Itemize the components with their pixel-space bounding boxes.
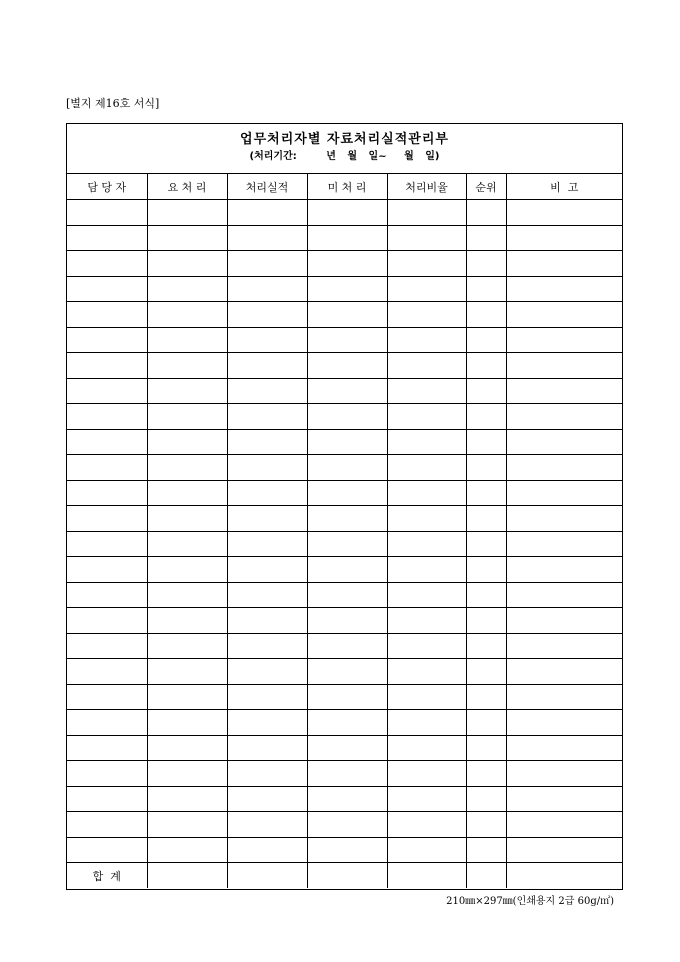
table-cell <box>147 557 227 583</box>
table-cell <box>307 327 387 353</box>
paper-spec-note: 210㎜×297㎜(인쇄용지 2급 60g/㎡) <box>446 896 614 907</box>
table-cell <box>67 837 147 863</box>
table-cell <box>307 506 387 532</box>
table-cell <box>227 276 307 302</box>
table-cell <box>227 200 307 226</box>
table-cell <box>227 761 307 787</box>
table-cell <box>307 531 387 557</box>
table-cell <box>466 480 506 506</box>
table-row <box>67 200 622 226</box>
table-cell <box>227 327 307 353</box>
table-row <box>67 735 622 761</box>
total-cell <box>227 863 307 889</box>
table-cell <box>147 786 227 812</box>
table-cell <box>307 557 387 583</box>
table-row <box>67 837 622 863</box>
table-row <box>67 327 622 353</box>
table-cell <box>147 480 227 506</box>
table-cell <box>387 429 466 455</box>
table-cell <box>67 302 147 328</box>
table-cell <box>67 582 147 608</box>
table-cell <box>506 200 622 226</box>
table-cell <box>387 404 466 430</box>
table-cell <box>387 276 466 302</box>
table-cell <box>227 353 307 379</box>
total-cell <box>307 863 387 889</box>
table-cell <box>67 735 147 761</box>
table-cell <box>466 404 506 430</box>
table-cell <box>227 582 307 608</box>
table-cell <box>466 276 506 302</box>
table-cell <box>307 200 387 226</box>
table-cell <box>67 276 147 302</box>
table-row <box>67 506 622 532</box>
table-cell <box>506 786 622 812</box>
table-row <box>67 659 622 685</box>
table-cell <box>466 531 506 557</box>
table-cell <box>466 302 506 328</box>
table-row <box>67 531 622 557</box>
table-row <box>67 557 622 583</box>
document-title: 업무처리자별 자료처리실적관리부 <box>240 132 449 147</box>
table-row <box>67 582 622 608</box>
total-cell <box>147 863 227 889</box>
table-cell <box>387 735 466 761</box>
table-cell <box>227 608 307 634</box>
table-cell <box>307 480 387 506</box>
table-cell <box>466 786 506 812</box>
table-cell <box>387 302 466 328</box>
table-cell <box>466 200 506 226</box>
table-cell <box>307 812 387 838</box>
table-cell <box>67 480 147 506</box>
table-row <box>67 302 622 328</box>
table-cell <box>506 251 622 277</box>
table-cell <box>506 761 622 787</box>
table-cell <box>307 761 387 787</box>
table-cell <box>307 455 387 481</box>
table-cell <box>307 225 387 251</box>
table-cell <box>387 225 466 251</box>
table-cell <box>147 276 227 302</box>
table-cell <box>67 429 147 455</box>
table-cell <box>227 455 307 481</box>
period-month-end: 월 <box>404 151 414 162</box>
table-row <box>67 455 622 481</box>
table-cell <box>67 455 147 481</box>
title-block <box>67 124 622 174</box>
table-cell <box>307 786 387 812</box>
table-cell <box>147 735 227 761</box>
table-cell <box>387 506 466 532</box>
table-row <box>67 786 622 812</box>
table-cell <box>387 786 466 812</box>
table-cell <box>387 582 466 608</box>
table-cell <box>307 684 387 710</box>
header-unprocessed: 미 처 리 <box>307 174 387 200</box>
table-cell <box>67 353 147 379</box>
table-cell <box>506 633 622 659</box>
table-cell <box>147 582 227 608</box>
header-person-in-charge: 담 당 자 <box>67 174 147 200</box>
table-cell <box>307 633 387 659</box>
table-cell <box>466 608 506 634</box>
table-cell <box>307 378 387 404</box>
table-cell <box>147 353 227 379</box>
table-row <box>67 812 622 838</box>
table-cell <box>466 684 506 710</box>
table-cell <box>147 761 227 787</box>
table-cell <box>67 786 147 812</box>
table-cell <box>67 557 147 583</box>
table-cell <box>506 506 622 532</box>
table-cell <box>466 812 506 838</box>
table-cell <box>67 608 147 634</box>
table-cell <box>307 302 387 328</box>
table-cell <box>387 531 466 557</box>
table-cell <box>67 761 147 787</box>
table-cell <box>506 378 622 404</box>
total-cell <box>506 863 622 889</box>
table-cell <box>147 531 227 557</box>
total-cell <box>466 863 506 889</box>
table-cell <box>466 837 506 863</box>
table-body <box>67 200 622 889</box>
table-row <box>67 225 622 251</box>
table-cell <box>466 225 506 251</box>
table-cell <box>67 506 147 532</box>
table-row <box>67 251 622 277</box>
table-cell <box>147 327 227 353</box>
header-row <box>67 174 622 200</box>
table-cell <box>387 557 466 583</box>
table-cell <box>307 710 387 736</box>
table-cell <box>387 633 466 659</box>
table-row <box>67 480 622 506</box>
table-cell <box>227 531 307 557</box>
table-cell <box>147 659 227 685</box>
table-cell <box>227 786 307 812</box>
table-cell <box>506 276 622 302</box>
table-cell <box>227 480 307 506</box>
period-year: 년 <box>326 151 336 162</box>
table-cell <box>506 531 622 557</box>
table-cell <box>307 251 387 277</box>
table-cell <box>506 404 622 430</box>
table-cell <box>506 582 622 608</box>
processing-period <box>67 149 622 165</box>
table-row <box>67 761 622 787</box>
table-cell <box>67 659 147 685</box>
table-cell <box>67 404 147 430</box>
table-cell <box>227 225 307 251</box>
table-cell <box>227 251 307 277</box>
table-cell <box>466 710 506 736</box>
table-cell <box>227 710 307 736</box>
table-cell <box>67 378 147 404</box>
header-processing-ratio: 처리비율 <box>387 174 466 200</box>
table-cell <box>466 506 506 532</box>
total-cell <box>387 863 466 889</box>
table-cell <box>307 276 387 302</box>
table-cell <box>307 735 387 761</box>
table-cell <box>387 200 466 226</box>
table-row <box>67 633 622 659</box>
table-cell <box>227 633 307 659</box>
table-cell <box>227 659 307 685</box>
table-cell <box>387 327 466 353</box>
table-cell <box>307 353 387 379</box>
table-cell <box>147 455 227 481</box>
table-cell <box>387 251 466 277</box>
table-cell <box>147 225 227 251</box>
table-cell <box>387 761 466 787</box>
table-cell <box>387 837 466 863</box>
table-row <box>67 353 622 379</box>
table-cell <box>506 225 622 251</box>
table-cell <box>506 735 622 761</box>
table-cell <box>147 812 227 838</box>
table-cell <box>506 557 622 583</box>
table-cell <box>227 837 307 863</box>
table-cell <box>307 582 387 608</box>
table-cell <box>466 659 506 685</box>
table-cell <box>387 455 466 481</box>
table-row <box>67 608 622 634</box>
table-cell <box>307 608 387 634</box>
period-prefix: (처리기간: <box>249 151 297 162</box>
table-cell <box>147 633 227 659</box>
table-cell <box>227 506 307 532</box>
table-cell <box>506 480 622 506</box>
table-cell <box>147 608 227 634</box>
table-cell <box>147 684 227 710</box>
table-cell <box>227 684 307 710</box>
total-label: 합 계 <box>67 863 147 889</box>
table-cell <box>387 659 466 685</box>
table-cell <box>506 710 622 736</box>
table-cell <box>67 633 147 659</box>
table-cell <box>147 378 227 404</box>
table-cell <box>67 531 147 557</box>
table-cell <box>147 302 227 328</box>
table-cell <box>67 251 147 277</box>
record-sheet <box>66 123 623 890</box>
period-day-tilde: 일~ <box>368 151 387 162</box>
table-row <box>67 684 622 710</box>
table-cell <box>387 684 466 710</box>
table-cell <box>506 812 622 838</box>
table-cell <box>387 710 466 736</box>
table-cell <box>466 761 506 787</box>
table-cell <box>67 812 147 838</box>
table-cell <box>506 684 622 710</box>
table-cell <box>506 837 622 863</box>
table-cell <box>506 429 622 455</box>
table-row <box>67 710 622 736</box>
table-cell <box>67 684 147 710</box>
table-cell <box>227 429 307 455</box>
table-row <box>67 378 622 404</box>
table-row <box>67 276 622 302</box>
table-cell <box>506 455 622 481</box>
table-cell <box>466 582 506 608</box>
table-row <box>67 404 622 430</box>
table-cell <box>147 404 227 430</box>
header-to-process: 요 처 리 <box>147 174 227 200</box>
table-cell <box>307 837 387 863</box>
table-cell <box>466 327 506 353</box>
table-cell <box>227 812 307 838</box>
table-cell <box>466 378 506 404</box>
table-cell <box>147 200 227 226</box>
header-rank: 순위 <box>466 174 506 200</box>
period-month: 월 <box>347 151 358 162</box>
table-cell <box>307 429 387 455</box>
table-cell <box>466 251 506 277</box>
table-cell <box>466 455 506 481</box>
table-cell <box>506 608 622 634</box>
records-table <box>67 174 622 888</box>
table-cell <box>506 353 622 379</box>
table-cell <box>307 404 387 430</box>
table-cell <box>227 378 307 404</box>
table-cell <box>466 429 506 455</box>
table-cell <box>147 251 227 277</box>
table-cell <box>227 735 307 761</box>
table-cell <box>466 735 506 761</box>
table-cell <box>67 327 147 353</box>
table-cell <box>147 429 227 455</box>
table-cell <box>506 302 622 328</box>
table-cell <box>307 659 387 685</box>
table-cell <box>387 353 466 379</box>
table-cell <box>67 710 147 736</box>
table-cell <box>227 302 307 328</box>
table-cell <box>387 378 466 404</box>
table-cell <box>67 225 147 251</box>
table-cell <box>387 480 466 506</box>
table-cell <box>506 659 622 685</box>
table-cell <box>387 608 466 634</box>
table-row <box>67 429 622 455</box>
table-cell <box>387 812 466 838</box>
table-cell <box>466 633 506 659</box>
table-cell <box>506 327 622 353</box>
table-cell <box>466 353 506 379</box>
total-row <box>67 863 622 889</box>
table-cell <box>466 557 506 583</box>
table-cell <box>227 404 307 430</box>
table-cell <box>147 837 227 863</box>
header-remarks: 비 고 <box>506 174 622 200</box>
table-cell <box>67 200 147 226</box>
table-cell <box>227 557 307 583</box>
form-number-label: [별지 제16호 서식] <box>66 97 160 110</box>
header-processed: 처리실적 <box>227 174 307 200</box>
period-day-end: 일) <box>425 151 440 162</box>
table-cell <box>147 710 227 736</box>
table-cell <box>147 506 227 532</box>
